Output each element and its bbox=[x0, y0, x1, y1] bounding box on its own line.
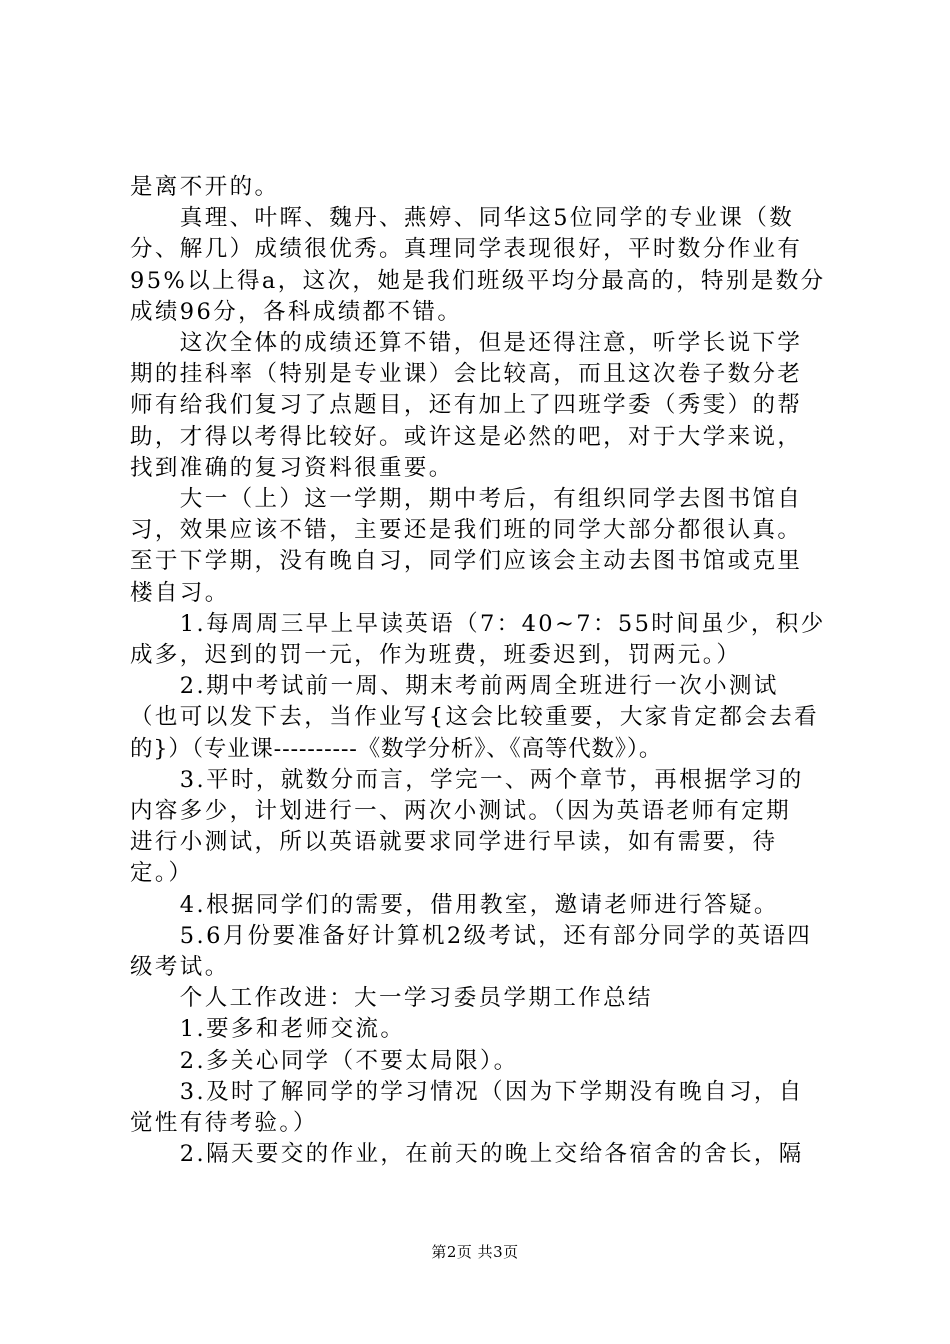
text-line: 成绩96分，各科成绩都不错。 bbox=[130, 298, 463, 325]
text-line: 助，才得以考得比较好。或许这是必然的吧，对于大学来说， bbox=[130, 423, 803, 450]
text-line: 级考试。 bbox=[130, 954, 230, 980]
text-line: 2.多关心同学（不要太局限）。 bbox=[130, 1047, 519, 1074]
text-line: 至于下学期，没有晚自习，同学们应该会主动去图书馆或克里 bbox=[130, 548, 803, 575]
text-line: 1.每周周三早上早读英语（7：40~7：55时间虽少，积少 bbox=[130, 610, 826, 637]
text-line: 2.隔天要交的作业，在前天的晚上交给各宿舍的舍长，隔 bbox=[130, 1141, 804, 1168]
text-line: 1.要多和老师交流。 bbox=[130, 1016, 406, 1043]
text-line: 4.根据同学们的需要，借用教室，邀请老师进行答疑。 bbox=[130, 891, 779, 918]
text-line: 内容多少，计划进行一、两次小测试。（因为英语老师有定期 bbox=[130, 798, 792, 824]
text-line: 是离不开的。 bbox=[130, 174, 280, 200]
text-line: 定。） bbox=[130, 860, 194, 887]
text-line: 的}）（专业课----------《数学分析》、《高等代数》）。 bbox=[130, 735, 663, 762]
text-line: （也可以发下去，当作业写{这会比较重要，大家肯定都会去看 bbox=[130, 704, 820, 731]
text-line: 师有给我们复习了点题目，还有加上了四班学委（秀雯）的帮 bbox=[130, 392, 803, 419]
text-line: 分、解几）成绩很优秀。真理同学表现很好，平时数分作业有 bbox=[130, 236, 803, 263]
text-line: 2.期中考试前一周、期末考前两周全班进行一次小测试 bbox=[130, 673, 779, 700]
text-line: 期的挂科率（特别是专业课）会比较高，而且这次卷子数分老 bbox=[130, 361, 803, 388]
text-line: 95%以上得a，这次，她是我们班级平均分最高的，特别是数分 bbox=[130, 267, 826, 294]
text-line: 3.及时了解同学的学习情况（因为下学期没有晚自习，自 bbox=[130, 1078, 804, 1105]
text-line: 进行小测试，所以英语就要求同学进行早读，如有需要，待 bbox=[130, 829, 778, 856]
text-line: 成多，迟到的罚一元，作为班费，班委迟到，罚两元。） bbox=[130, 642, 742, 668]
text-line: 这次全体的成绩还算不错，但是还得注意，听学长说下学 bbox=[130, 330, 803, 356]
text-line: 觉性有待考验。） bbox=[130, 1110, 318, 1136]
text-line: 真理、叶晖、魏丹、燕婷、同华这5位同学的专业课（数 bbox=[130, 205, 795, 232]
text-line: 3.平时，就数分而言，学完一、两个章节，再根据学习的 bbox=[130, 766, 804, 793]
text-line: 楼自习。 bbox=[130, 579, 230, 606]
text-line: 习，效果应该不错，主要还是我们班的同学大部分都很认真。 bbox=[130, 517, 803, 544]
text-line: 找到准确的复习资料很重要。 bbox=[130, 454, 454, 481]
text-line: 个人工作改进：大一学习委员学期工作总结 bbox=[130, 985, 653, 1012]
page-number-footer: 第2页 共3页 bbox=[431, 1243, 519, 1261]
text-line: 大一（上）这一学期，期中考后，有组织同学去图书馆自 bbox=[130, 486, 803, 512]
text-line: 5.6月份要准备好计算机2级考试，还有部分同学的英语四 bbox=[130, 922, 813, 949]
